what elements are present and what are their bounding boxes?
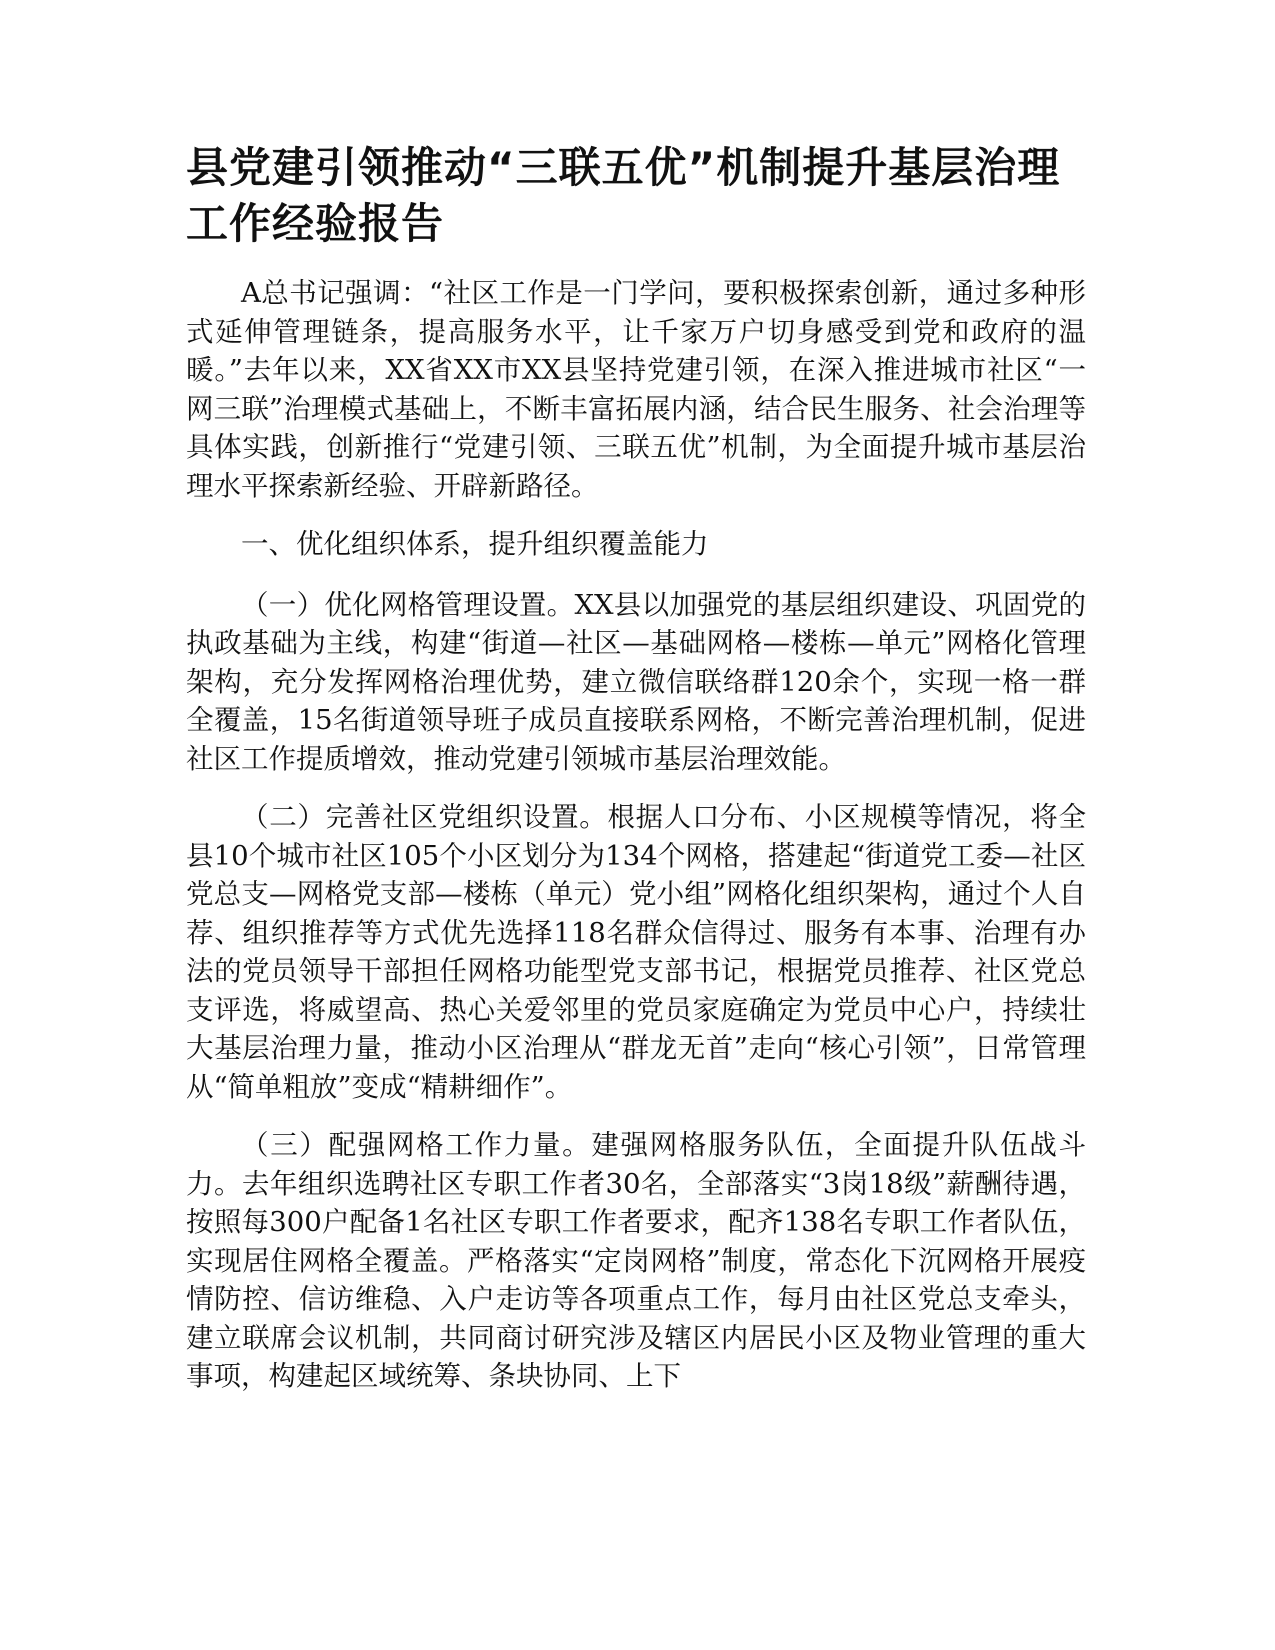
intro-paragraph: A总书记强调：“社区工作是一门学问，要积极探索创新，通过多种形式延伸管理链条，提高服务水平，让千家万户切身感受到党和政府的温暖。”去年以来，XX省XX市XX县坚持党建引领，在深入推进城市社区“一网三联”治理模式基础上，不断丰富拓展内涵，结合民生服务、社会治理等具体实践，创新推行“党建引领、三联五优”机制，为全面提升城市基层治理水平探索新经验、开辟新路径。 [186, 277, 1086, 502]
section-heading: 一、优化组织体系，提升组织覆盖能力 [241, 528, 709, 560]
body-paragraph-2: （二）完善社区党组织设置。根据人口分布、小区规模等情况，将全县10个城市社区105个小区划分为134个网格，搭建起“街道党工委—社区党总支—网格党支部—楼栋（单元）党小组”网格化组织架构，通过个人自荐、组织推荐等方式优先选择118名群众信得过、服务有本事、治理有办法的党员领导干部担任网格功能型党支部书记，根据党员推荐、社区党总支评选，将威望高、热心关爱邻里的党员家庭确定为党员中心户，持续壮大基层治理力量，推动小区治理从“群龙无首”走向“核心引领”，日常管理从“简单粗放”变成“精耕细作”。 [186, 801, 1086, 1103]
body-paragraph-3: （三）配强网格工作力量。建强网格服务队伍，全面提升队伍战斗力。去年组织选聘社区专职工作者30名，全部落实“3岗18级”薪酬待遇，按照每300户配备1名社区专职工作者要求，配齐138名专职工作者队伍，实现居住网格全覆盖。严格落实“定岗网格”制度，常态化下沉网格开展疫情防控、信访维稳、入户走访等各项重点工作，每月由社区党总支牵头，建立联席会议机制，共同商讨研究涉及辖区内居民小区及物业管理的重大事项，构建起区域统筹、条块协同、上下 [186, 1129, 1086, 1392]
document-title: 县党建引领推动“三联五优”机制提升基层治理工作经验报告 [186, 143, 1061, 248]
body-paragraph-1: （一）优化网格管理设置。XX县以加强党的基层组织建设、巩固党的执政基础为主线，构建“街道—社区—基础网格—楼栋—单元”网格化管理架构，充分发挥网格治理优势，建立微信联络群120余个，实现一格一群全覆盖，15名街道领导班子成员直接联系网格，不断完善治理机制，促进社区工作提质增效，推动党建引领城市基层治理效能。 [186, 588, 1086, 775]
document-page [186, 140, 1086, 1416]
